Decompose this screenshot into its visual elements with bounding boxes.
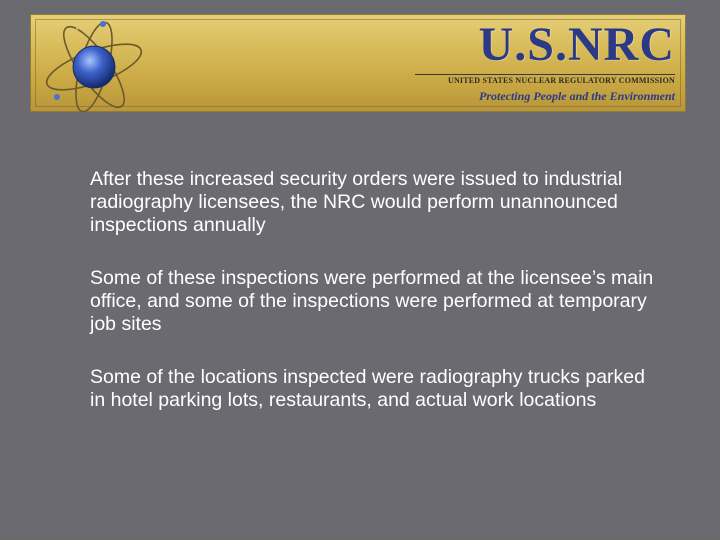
- slide-body: [90, 168, 660, 442]
- paragraph-1: After these increased security orders were issued to industrial radiography licensees, the NRC would perform unannounced inspections annually: [90, 168, 623, 236]
- paragraph-3: Some of the locations inspected were radiography trucks parked in hotel parking lots, restaurants, and actual work locations: [90, 366, 645, 411]
- nrc-subtitle: UNITED STATES NUCLEAR REGULATORY COMMISSION: [415, 74, 675, 85]
- nrc-tagline: Protecting People and the Environment: [478, 89, 675, 103]
- atom-logo-icon: [39, 15, 159, 113]
- nrc-title: U.S.NRC: [478, 18, 675, 71]
- nrc-banner: [30, 14, 686, 112]
- paragraph-2: Some of these inspections were performed at the licensee’s main office, and some of the inspections were performed at temporary job sites: [90, 267, 654, 335]
